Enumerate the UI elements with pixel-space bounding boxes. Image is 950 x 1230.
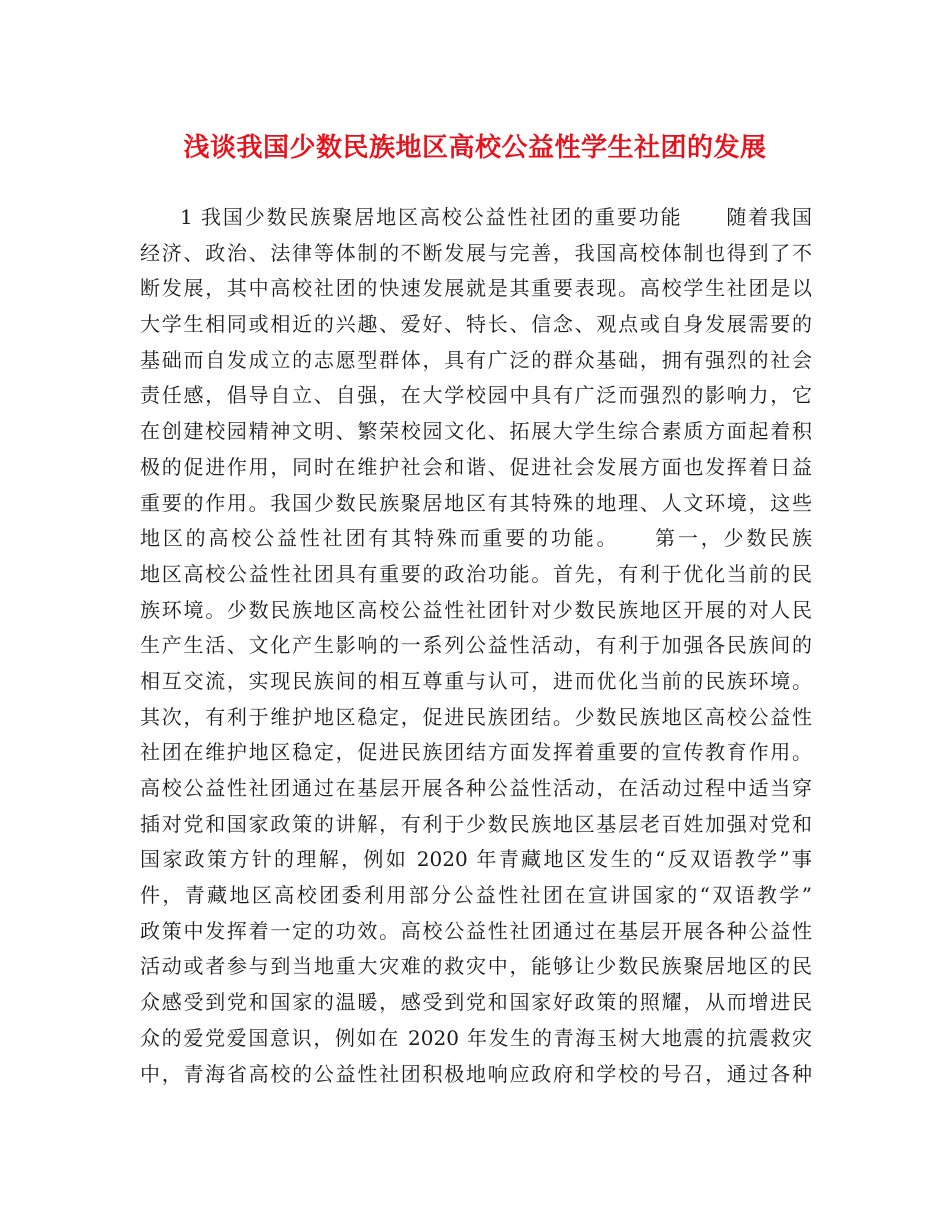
- body-line: 极的促进作用，同时在维护社会和谐、促进社会发展方面也发挥着日益: [140, 454, 812, 479]
- body-line: 国家政策方针的理解，例如 2020 年青藏地区发生的“反双语教学”事: [140, 847, 812, 872]
- body-line: 经济、政治、法律等体制的不断发展与完善，我国高校体制也得到了不: [140, 240, 812, 265]
- body-line: 1 我国少数民族聚居地区高校公益性社团的重要功能 随着我国: [180, 205, 812, 229]
- body-line: 其次，有利于维护地区稳定，促进民族团结。少数民族地区高校公益性: [140, 704, 812, 729]
- body-line: 相互交流，实现民族间的相互尊重与认可，进而优化当前的民族环境。: [140, 668, 812, 693]
- body-line: 在创建校园精神文明、繁荣校园文化、拓展大学生综合素质方面起着积: [140, 419, 812, 444]
- body-line: 社团在维护地区稳定，促进民族团结方面发挥着重要的宣传教育作用。: [140, 740, 812, 765]
- body-line: 高校公益性社团通过在基层开展各种公益性活动，在活动过程中适当穿: [140, 776, 812, 800]
- body-line: 件，青藏地区高校团委利用部分公益性社团在宣讲国家的“双语教学”: [140, 883, 812, 908]
- body-line: 政策中发挥着一定的功效。高校公益性社团通过在基层开展各种公益性: [140, 918, 812, 943]
- body-line: 生产生活、文化产生影响的一系列公益性活动，有利于加强各民族间的: [140, 633, 812, 658]
- body-line: 族环境。少数民族地区高校公益性社团针对少数民族地区开展的对人民: [140, 597, 812, 622]
- document-title: 浅谈我国少数民族地区高校公益性学生社团的发展: [183, 133, 767, 163]
- body-line: 地区高校公益性社团具有重要的政治功能。首先，有利于优化当前的民: [140, 561, 812, 586]
- body-line: 地区的高校公益性社团有其特殊而重要的功能。 第一，少数民族: [140, 526, 812, 551]
- body-line: 活动或者参与到当地重大灾难的救灾中，能够让少数民族聚居地区的民: [140, 954, 812, 979]
- body-paragraph: [140, 200, 812, 1092]
- body-line: 众的爱党爱国意识，例如在 2020 年发生的青海玉树大地震的抗震救灾: [140, 1025, 812, 1050]
- body-line: 众感受到党和国家的温暖，感受到党和国家好政策的照耀，从而增进民: [140, 990, 812, 1015]
- body-line: 插对党和国家政策的讲解，有利于少数民族地区基层老百姓加强对党和: [140, 811, 812, 836]
- body-line: 责任感，倡导自立、自强，在大学校园中具有广泛而强烈的影响力，它: [140, 383, 812, 408]
- body-line: 大学生相同或相近的兴趣、爱好、特长、信念、观点或自身发展需要的: [140, 312, 812, 337]
- body-line: 断发展，其中高校社团的快速发展就是其重要表现。高校学生社团是以: [140, 276, 812, 301]
- body-line: 基础而自发成立的志愿型群体，具有广泛的群众基础，拥有强烈的社会: [140, 347, 812, 372]
- body-line: 重要的作用。我国少数民族聚居地区有其特殊的地理、人文环境，这些: [140, 490, 812, 515]
- body-line: 中，青海省高校的公益性社团积极地响应政府和学校的号召，通过各种: [140, 1061, 812, 1086]
